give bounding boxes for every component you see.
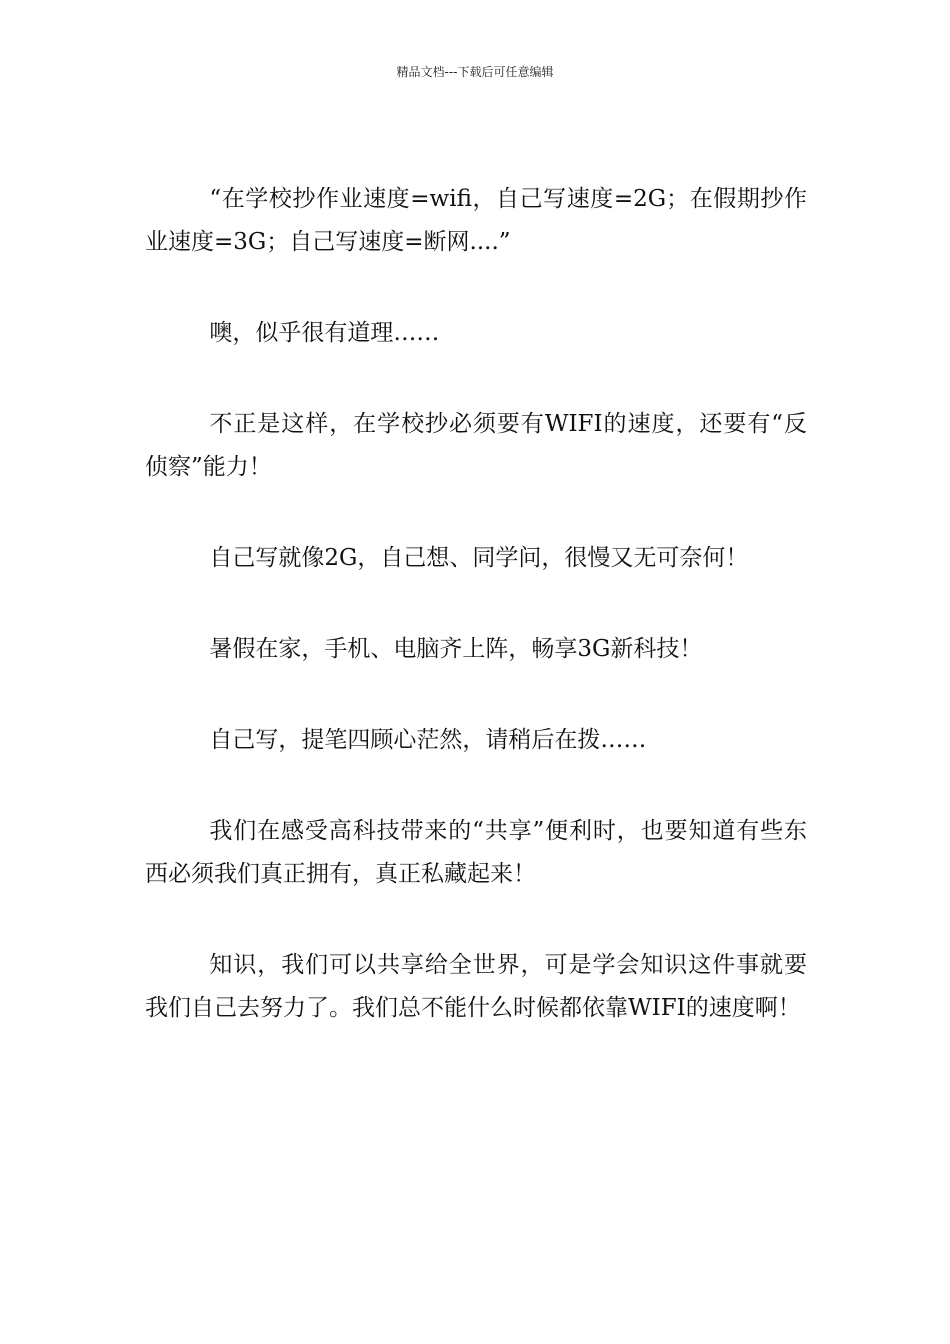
paragraph: 自己写，提笔四顾心茫然，请稍后在拨…… <box>209 727 647 753</box>
document-body <box>145 178 807 1078</box>
paragraph: 我们在感受高科技带来的“共享”便利时，也要知道有些东西必须我们真正拥有，真正私藏起来！ <box>145 818 807 887</box>
paragraph: 噢，似乎很有道理…… <box>209 320 440 346</box>
page-header: 精品文档---下载后可任意编辑 <box>396 65 554 79</box>
paragraph: 不正是这样，在学校抄必须要有WIFI的速度，还要有“反侦察”能力！ <box>145 411 807 480</box>
paragraph: “在学校抄作业速度=wifi，自己写速度=2G；在假期抄作业速度=3G；自己写速度=断网....” <box>145 186 807 255</box>
paragraph: 暑假在家，手机、电脑齐上阵，畅享3G新科技！ <box>209 636 703 662</box>
paragraph: 知识，我们可以共享给全世界，可是学会知识这件事就要我们自己去努力了。我们总不能什么时候都依靠WIFI的速度啊！ <box>145 952 807 1021</box>
paragraph: 自己写就像2G，自己想、同学问，很慢又无可奈何！ <box>209 545 749 571</box>
